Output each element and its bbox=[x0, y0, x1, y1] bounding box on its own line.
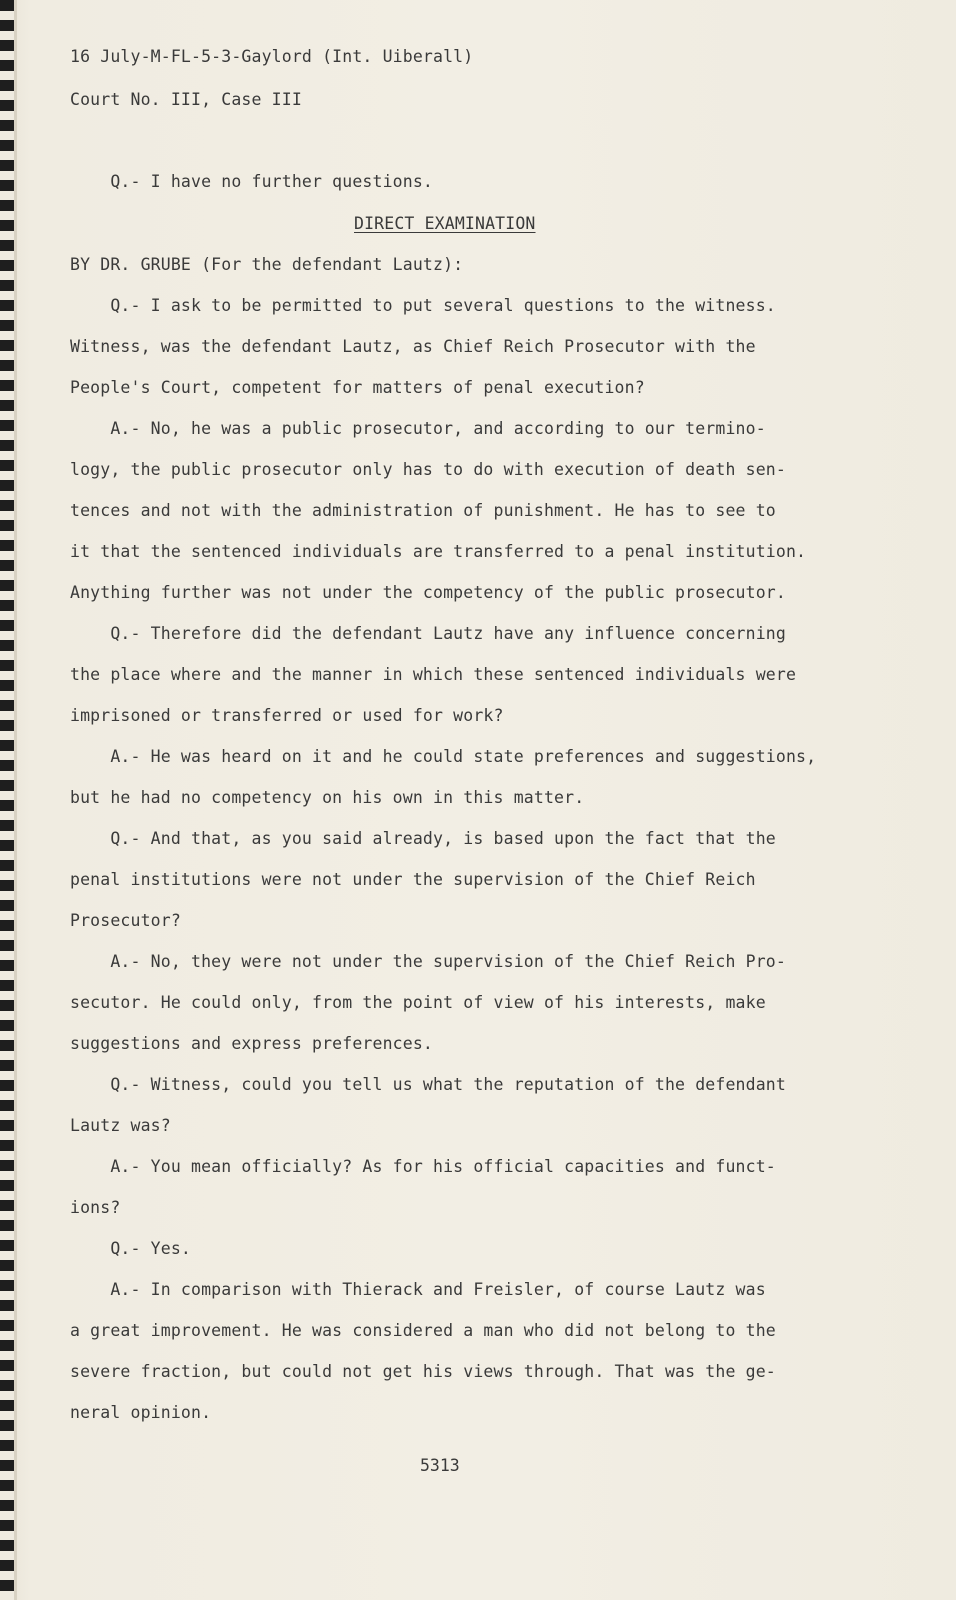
header-line-2: Court No. III, Case III bbox=[70, 90, 302, 109]
text-line: penal institutions were not under the supervision of the Chief Reich bbox=[70, 870, 756, 889]
text-line: Prosecutor? bbox=[70, 911, 181, 930]
text-line: neral opinion. bbox=[70, 1403, 212, 1422]
binding-holes-strip bbox=[0, 0, 14, 1600]
page-number: 5313 bbox=[420, 1456, 460, 1475]
text-line: the place where and the manner in which these sentenced individuals were bbox=[70, 665, 797, 684]
text-line: People's Court, competent for matters of penal execution? bbox=[70, 378, 645, 397]
text-line: Q.- Therefore did the defendant Lautz have any influence concerning bbox=[70, 624, 786, 643]
text-line: Q.- I ask to be permitted to put several questions to the witness. bbox=[70, 296, 776, 315]
text-line: a great improvement. He was considered a man who did not belong to the bbox=[70, 1321, 776, 1340]
page-edge bbox=[14, 0, 17, 1600]
text-line: Q.- Witness, could you tell us what the reputation of the defendant bbox=[70, 1075, 786, 1094]
text-line: secutor. He could only, from the point of view of his interests, make bbox=[70, 993, 766, 1012]
text-line: Anything further was not under the competency of the public prosecutor. bbox=[70, 583, 786, 602]
text-line: tences and not with the administration of punishment. He has to see to bbox=[70, 501, 776, 520]
text-line: A.- No, he was a public prosecutor, and according to our termino- bbox=[70, 419, 766, 438]
text-line: A.- He was heard on it and he could state preferences and suggestions, bbox=[70, 747, 817, 766]
text-line: suggestions and express preferences. bbox=[70, 1034, 434, 1053]
text-line: ions? bbox=[70, 1198, 121, 1217]
text-line: Q.- I have no further questions. bbox=[70, 172, 434, 191]
text-line: Witness, was the defendant Lautz, as Chief Reich Prosecutor with the bbox=[70, 337, 756, 356]
text-line: imprisoned or transferred or used for work? bbox=[70, 706, 504, 725]
text-line: A.- No, they were not under the supervision of the Chief Reich Pro- bbox=[70, 952, 786, 971]
text-line: A.- In comparison with Thierack and Freisler, of course Lautz was bbox=[70, 1280, 766, 1299]
text-line: BY DR. GRUBE (For the defendant Lautz): bbox=[70, 255, 464, 274]
text-line: Q.- Yes. bbox=[70, 1239, 192, 1258]
text-line: logy, the public prosecutor only has to do with execution of death sen- bbox=[70, 460, 786, 479]
section-title: DIRECT EXAMINATION bbox=[354, 214, 536, 233]
text-line: Q.- And that, as you said already, is based upon the fact that the bbox=[70, 829, 776, 848]
text-line: but he had no competency on his own in this matter. bbox=[70, 788, 585, 807]
header-line-1: 16 July-M-FL-5-3-Gaylord (Int. Uiberall) bbox=[70, 47, 474, 66]
text-line: it that the sentenced individuals are transferred to a penal institution. bbox=[70, 542, 807, 561]
text-line: Lautz was? bbox=[70, 1116, 171, 1135]
text-line: severe fraction, but could not get his views through. That was the ge- bbox=[70, 1362, 776, 1381]
text-line: A.- You mean officially? As for his official capacities and funct- bbox=[70, 1157, 776, 1176]
